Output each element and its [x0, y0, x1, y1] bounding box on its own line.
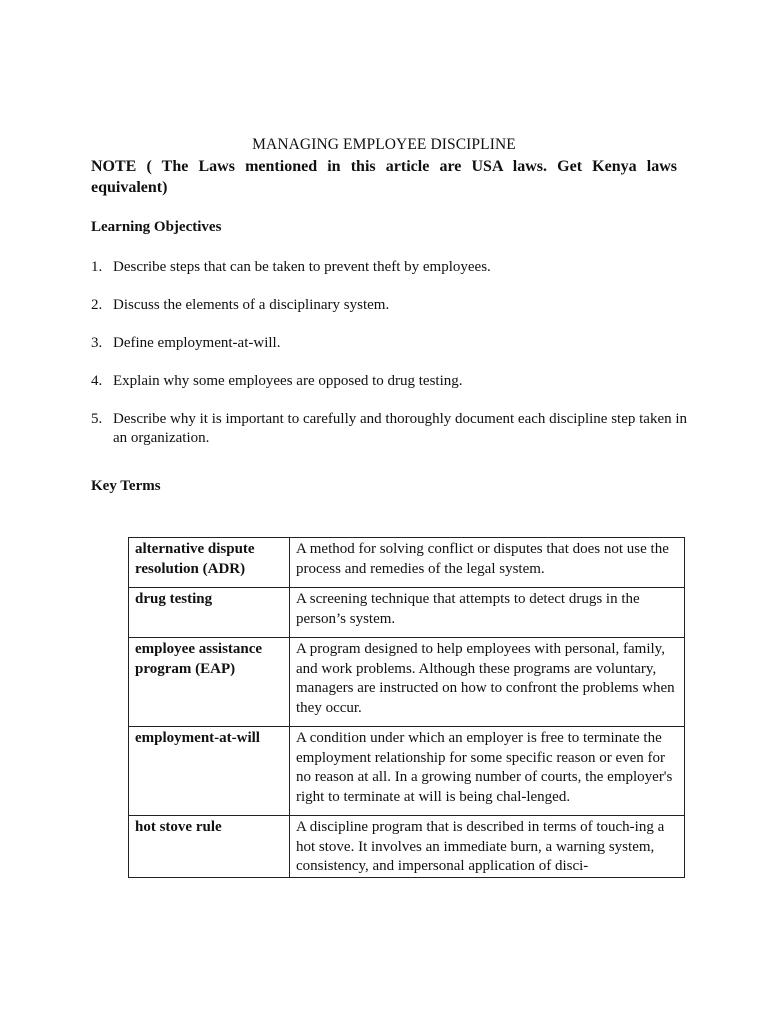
table-row	[129, 538, 685, 588]
learning-objectives-heading: Learning Objectives	[91, 219, 222, 235]
note-paragraph: NOTE ( The Laws mentioned in this article are USA laws. Get Kenya laws equivalent)	[91, 158, 677, 196]
table-row	[129, 638, 685, 727]
term-cell: employee assistance program (EAP)	[129, 638, 290, 727]
definition-cell: A discipline program that is described in terms of touch-ing a hot stove. It involves an immediate burn, a warning system, consistency, and impersonal application of disci-	[290, 816, 685, 878]
objective-item	[91, 410, 703, 448]
objective-number: 1.	[91, 259, 103, 275]
objective-text: Describe steps that can be taken to prevent theft by employees.	[113, 259, 491, 275]
objective-number: 5.	[91, 411, 103, 427]
definition-cell: A screening technique that attempts to detect drugs in the person’s system.	[290, 588, 685, 638]
objective-item	[91, 296, 691, 315]
objective-number: 2.	[91, 297, 103, 313]
objective-text: Discuss the elements of a disciplinary system.	[113, 297, 390, 313]
objectives-list	[91, 258, 691, 467]
term-cell: hot stove rule	[129, 816, 290, 878]
objective-item	[91, 258, 691, 277]
table-row	[129, 727, 685, 816]
key-terms-heading: Key Terms	[91, 478, 161, 494]
objective-text: Describe why it is important to carefully and thoroughly document each discipline step taken in an organization.	[113, 411, 688, 446]
definition-cell: A condition under which an employer is free to terminate the employment relationship for some specific reason or even for no reason at all. In a growing number of courts, the employer's right to terminate at will is being chal-lenged.	[290, 727, 685, 816]
table-row	[129, 588, 685, 638]
objective-item	[91, 372, 691, 391]
objective-number: 3.	[91, 335, 103, 351]
definition-cell: A method for solving conflict or disputes that does not use the process and remedies of the legal system.	[290, 538, 685, 588]
objective-item	[91, 334, 691, 353]
term-cell: employment-at-will	[129, 727, 290, 816]
key-terms-table	[128, 537, 685, 878]
definition-cell: A program designed to help employees with personal, family, and work problems. Although these programs are voluntary, managers are instructed on how to confront the problems when they occur.	[290, 638, 685, 727]
table-row	[129, 816, 685, 878]
objective-number: 4.	[91, 373, 103, 389]
document-title: MANAGING EMPLOYEE DISCIPLINE	[252, 136, 516, 153]
objective-text: Explain why some employees are opposed to drug testing.	[113, 373, 463, 389]
objective-text: Define employment-at-will.	[113, 335, 281, 351]
term-cell: drug testing	[129, 588, 290, 638]
term-cell: alternative dispute resolution (ADR)	[129, 538, 290, 588]
